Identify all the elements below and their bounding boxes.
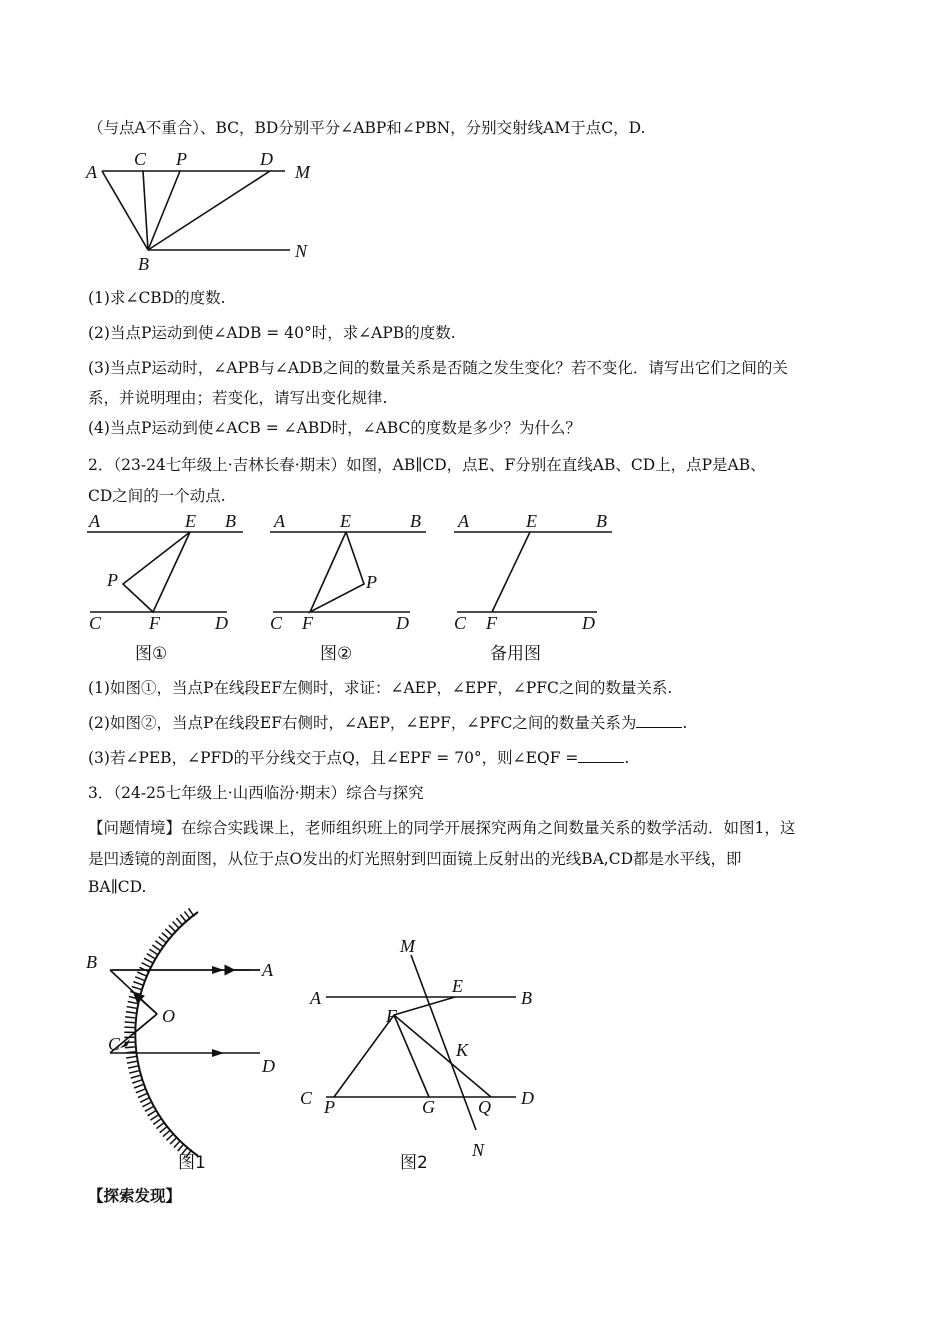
label-F: F (386, 1006, 397, 1026)
label-C: C (134, 149, 147, 169)
label-C: C (270, 613, 283, 633)
label-B: B (86, 952, 97, 972)
p3-explore: 【探索发现】 (88, 1186, 182, 1205)
label-P: P (324, 1097, 335, 1117)
label-D: D (262, 1056, 275, 1076)
label-N: N (472, 1140, 485, 1160)
answer-blank-3[interactable] (578, 748, 624, 763)
label-C: C (454, 613, 467, 633)
p3-head: 3．（24-25七年级上·山西临汾·期末）综合与探究 (88, 784, 424, 802)
label-M: M (400, 936, 415, 956)
q1-2: (2)当点P运动到使∠ADB = 40°时，求∠APB的度数. (88, 324, 456, 342)
label-P: P (366, 572, 377, 592)
label-D: D (215, 613, 228, 633)
p2-q2-text: (2)如图②，当点P在线段EF右侧时，∠AEP，∠EPF，∠PFC之间的数量关系为 (88, 714, 637, 732)
p2-q2: (2)如图②，当点P在线段EF右侧时，∠AEP，∠EPF，∠PFC之间的数量关系为 . (88, 714, 688, 732)
label-Q: Q (478, 1097, 491, 1117)
figure-3-2 (296, 930, 556, 1175)
caption-fig3-1: 图1 (178, 1153, 206, 1173)
label-G: G (422, 1097, 435, 1117)
figure-2-spare (452, 512, 622, 672)
caption-fig-spare: 备用图 (490, 644, 541, 664)
label-B: B (521, 988, 532, 1008)
label-D: D (521, 1088, 534, 1108)
p3-ctx3: BA∥CD. (88, 878, 147, 896)
q1-3b: 系，并说明理由；若变化，请写出变化规律. (88, 389, 388, 407)
label-C: C (108, 1034, 121, 1054)
label-P: P (176, 149, 187, 169)
caption-fig-2: 图② (320, 644, 353, 664)
label-A: A (89, 511, 100, 531)
p2-q3-text: (3)若∠PEB，∠PFD的平分线交于点Q，且∠EPF = 70°，则∠EQF = (88, 749, 579, 767)
p3-ctx2: 是凹透镜的剖面图，从位于点O发出的灯光照射到凹面镜上反射出的光线BA,CD都是水平线，即 (88, 850, 742, 868)
label-B: B (225, 511, 236, 531)
label-D: D (260, 149, 273, 169)
p2-q3: (3)若∠PEB，∠PFD的平分线交于点Q，且∠EPF = 70°，则∠EQF = . (88, 749, 630, 767)
figure-3-1 (80, 900, 300, 1180)
label-A: A (458, 511, 469, 531)
figure-2-2 (268, 512, 438, 672)
label-F: F (302, 613, 313, 633)
label-A: A (262, 960, 273, 980)
label-D: D (396, 613, 409, 633)
label-P: P (107, 570, 118, 590)
p3-ctx1: 【问题情境】在综合实践课上，老师组织班上的同学开展探究两角之间数量关系的数学活动．如图1，这 (88, 819, 796, 837)
label-E: E (526, 511, 537, 531)
label-F: F (149, 613, 160, 633)
label-C: C (89, 613, 102, 633)
q1-3: (3)当点P运动时，∠APB与∠ADB之间的数量关系是否随之发生变化？若不变化．请写出它们之间的关 (88, 359, 788, 377)
p2-q1: (1)如图①，当点P在线段EF左侧时，求证：∠AEP，∠EPF，∠PFC之间的数量关系. (88, 679, 673, 697)
q1-1: (1)求∠CBD的度数. (88, 289, 226, 307)
label-C: C (300, 1088, 313, 1108)
label-F: F (486, 613, 497, 633)
figure-rays (80, 145, 340, 275)
label-E: E (185, 511, 196, 531)
label-B: B (596, 511, 607, 531)
q1-4: (4)当点P运动到使∠ACB = ∠ABD时，∠ABC的度数是多少？为什么？ (88, 419, 581, 437)
p2-head: 2．（23-24七年级上·吉林长春·期末）如图，AB∥CD，点E、F分别在直线AB、CD上，点P是AB、 (88, 456, 766, 474)
label-O: O (162, 1006, 175, 1026)
label-A: A (86, 162, 97, 182)
label-A: A (310, 988, 321, 1008)
label-K: K (456, 1040, 469, 1060)
label-B: B (138, 254, 149, 274)
label-D: D (582, 613, 595, 633)
label-B: B (410, 511, 421, 531)
caption-fig-1: 图① (135, 644, 168, 664)
p2-head2: CD之间的一个动点. (88, 487, 226, 505)
label-N: N (295, 241, 308, 261)
caption-fig3-2: 图2 (400, 1153, 428, 1173)
figure-2-1 (85, 512, 255, 672)
label-E: E (340, 511, 351, 531)
label-E: E (452, 976, 463, 996)
answer-blank-2[interactable] (636, 713, 682, 728)
label-A: A (274, 511, 285, 531)
intro-line: （与点A不重合）、BC，BD分别平分∠ABP和∠PBN，分别交射线AM于点C，D. (88, 119, 646, 137)
label-M: M (295, 162, 310, 182)
